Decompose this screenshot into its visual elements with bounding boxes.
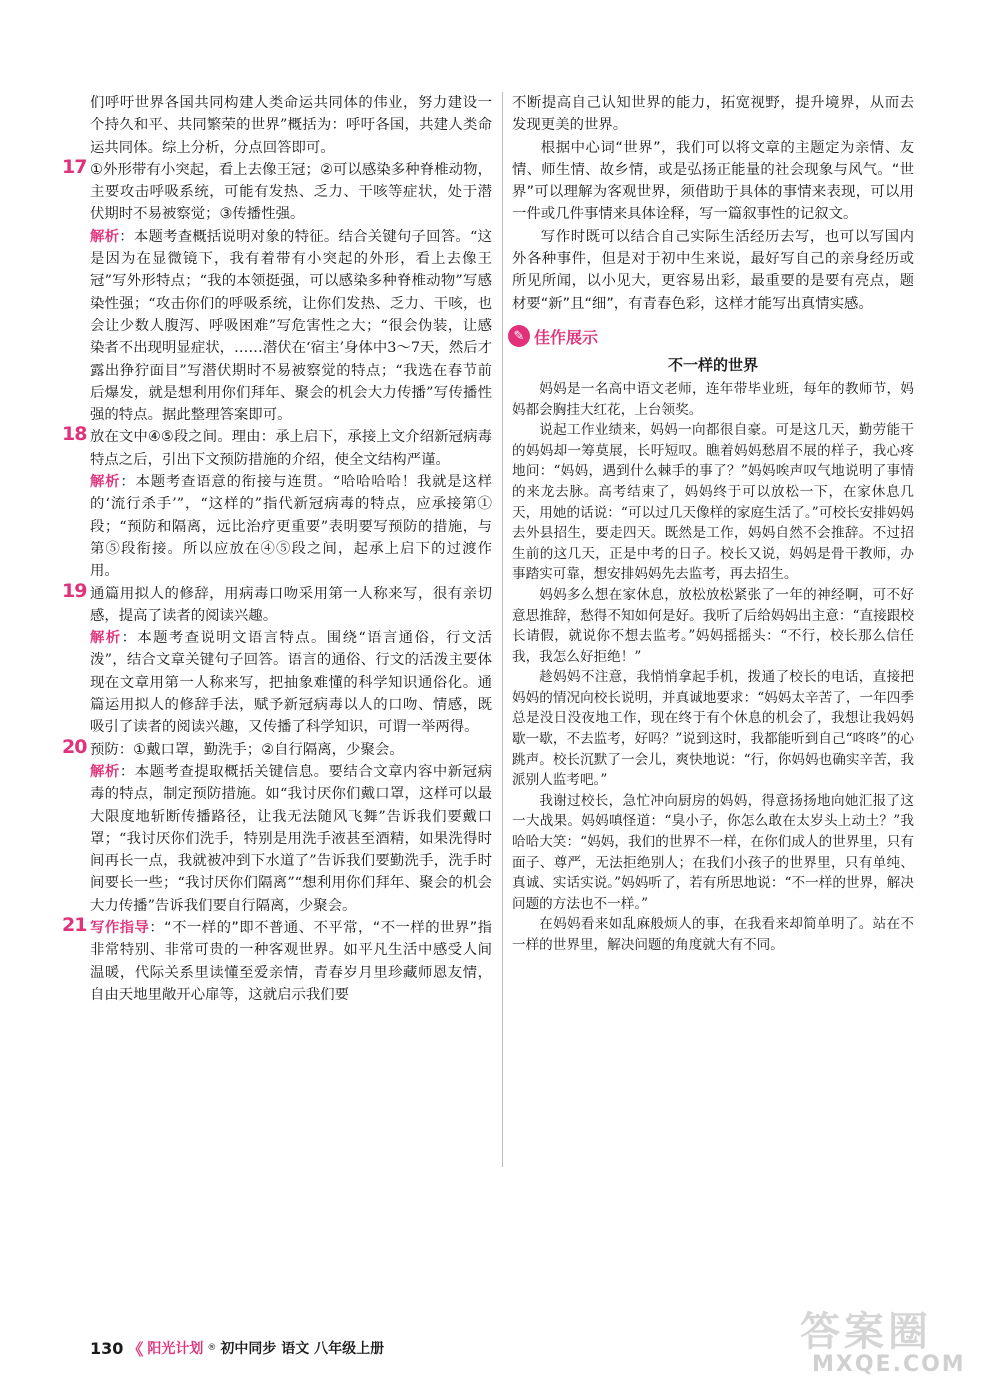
analysis-tag: 解析 — [90, 228, 120, 245]
question-number: 20 — [62, 735, 87, 758]
explanation-text: ：本题考查概括说明对象的特征。结合关键句子回答。“这是因为在显微镜下，我有着带有小突起的外形，看上去像王冠”写外形特点；“我的本领挺强，可以感染多种脊椎动物”写感染性强；“攻击你们的呼吸系统，让你们发热、乏力、干咳，也会让少数人腹泻、呼吸困难”写危害性之大；“很会伪装，让感染者不出现明显症状，……潜伏在‘宿主’身体中3～7天，然后才露出狰狞面目”写潜伏期时不易被察觉的特点；“我选在春节前后爆发，就是想利用你们拜年、聚会的机会大力传播”写传播性强的特点。据此整理答案即可。 — [90, 228, 492, 424]
essay-paragraph: 在妈妈看来如乱麻般烦人的事，在我看来却简单明了。站在不一样的世界里，解决问题的角度就大有不同。 — [512, 916, 914, 953]
book-series: 初中同步 语文 八年级上册 — [220, 1341, 385, 1357]
watermark-site: MXQE.COM — [812, 1352, 966, 1377]
question-17 — [62, 155, 492, 427]
page-number: 130 — [90, 1338, 124, 1358]
guide-paragraph-3: 写作时既可以结合自己实际生活经历去写，也可以写国内外各种事件，但是对于初中生来说，最好写自己的亲身经历或所见所闻，以小见大，更容易出彩，最重要的是要有亮点，题材要“新”且“细”，有青春色彩，这样才能写出真情实感。 — [512, 228, 914, 312]
intro-paragraph: 们呼吁世界各国共同构建人类命运共同体的伟业，努力建设一个持久和平、共同繁荣的世界”概括为：呼吁各国，共建人类命运共同体。综上分析，分点回答即可。 — [90, 95, 492, 156]
guide-continued: 不断提高自己认知世界的能力，拓宽视野，提升境界，从而去发现更美的世界。 — [512, 95, 914, 134]
essay-body — [512, 379, 914, 956]
question-number: 21 — [62, 913, 87, 936]
analysis-tag: 解析 — [90, 763, 120, 780]
column-divider — [502, 92, 503, 1167]
question-18 — [62, 423, 492, 582]
explanation-text: ：本题考查语意的衔接与连贯。“哈哈哈哈！我就是这样的‘流行杀手’”，“这样的”指代新冠病毒的特点，应承接第①段；“预防和隔离，远比治疗更重要”表明要写预防的措施，与第⑤段衔接。所以应放在④⑤段之间，起承上启下的过渡作用。 — [90, 474, 492, 580]
question-number: 17 — [62, 155, 87, 178]
right-column — [512, 92, 914, 956]
brand-name: 阳光计划 — [147, 1341, 204, 1357]
left-column — [62, 92, 492, 1006]
explanation-text: ：本题考查说明文语言特点。围绕“语言通俗，行文活泼”，结合文章关键句子回答。语言的通俗、行文的活泼主要体现在文章用第一人称来写，把抽象难懂的科学知识通俗化。通篇运用拟人的修辞手法，赋予新冠病毒以人的口吻、情感，既吸引了读者的阅读兴趣，又传播了科学知识，可谓一举两得。 — [90, 630, 492, 736]
section-heading — [508, 325, 914, 348]
answer-text: 通篇用拟人的修辞，用病毒口吻采用第一人称来写，很有亲切感，提高了读者的阅读兴趣。 — [90, 585, 492, 624]
essay-paragraph: 趁妈妈不注意，我悄悄拿起手机，拨通了校长的电话，直接把妈妈的情况向校长说明，并真诚地要求：“妈妈太辛苦了，一年四季总是没日没夜地工作，现在终于有个休息的机会了，我想让我妈妈歇一歇，不去监考，好吗？”说到这时，我都能听到自己“咚咚”的心跳声。校长沉默了一会儿，爽快地说：“行，你妈妈也确实辛苦，我派别人监考吧。” — [512, 669, 914, 789]
writing-guide — [90, 917, 492, 1006]
answer-text: 预防：①戴口罩，勤洗手；②自行隔离，少聚会。 — [90, 741, 404, 758]
pen-icon: ✎ — [508, 325, 530, 347]
guide-paragraph-2: 根据中心词“世界”，我们可以将文章的主题定为亲情、友情、师生情、故乡情，或是弘扬正能量的社会现象与风气。“世界”可以理解为客观世界，须借助于具体的事情来表现，可以用一件或几件事情来具体诠释，写一篇叙事性的记叙文。 — [512, 139, 914, 223]
essay-paragraph: 说起工作业绩来，妈妈一向都很自豪。可是这几天，勤劳能干的妈妈却一筹莫展，长吁短叹。瞧着妈妈愁眉不展的样子，我心疼地问：“妈妈，遇到什么棘手的事了？”妈妈唉声叹气地说明了事情的来龙去脉。高考结束了，妈妈终于可以放松一下，在家休息几天，用她的话说：“可以过几天像样的家庭生活了。”可校长安排妈妈去外县招生，要走四天。既然是工作，妈妈自然不会推辞。不过招生前的这几天，正是中考的日子。校长又说，妈妈是骨干教师，办事踏实可靠，想安排妈妈先去监考，再去招生。 — [512, 422, 914, 583]
question-20 — [62, 735, 492, 917]
answer-text: 放在文中④⑤段之间。理由：承上启下，承接上文介绍新冠病毒特点之后，引出下文预防措施的介绍，使全文结构严谨。 — [90, 429, 492, 468]
analysis-tag: 解析 — [90, 474, 121, 491]
explanation — [90, 761, 492, 917]
chevron-left-icon: 《 — [127, 1339, 144, 1359]
page-footer — [90, 1338, 384, 1358]
writing-guide-text: ：“不一样的”即不普通、不平常，“不一样的世界”指非常特别、非常可贵的一种客观世界。如平凡生活中感受人间温暖，代际关系里读懂至爱亲情，青春岁月里珍藏师恩友情，自由天地里敞开心扉等，这就启示我们要 — [90, 919, 492, 1003]
essay-paragraph: 妈妈是一名高中语文老师，连年带毕业班，每年的教师节，妈妈都会胸挂大红花，上台领奖。 — [512, 380, 914, 418]
registered-mark: ® — [207, 1343, 217, 1353]
watermark-seal: 答案圈 — [800, 1309, 932, 1355]
analysis-tag: 解析 — [90, 630, 122, 647]
watermark-logo — [800, 1300, 980, 1380]
question-19 — [62, 579, 492, 739]
question-21 — [62, 913, 492, 1006]
question-number: 18 — [62, 423, 87, 446]
explanation — [90, 226, 492, 427]
question-number: 19 — [62, 579, 87, 602]
section-title: 佳作展示 — [534, 327, 599, 347]
essay-paragraph: 妈妈多么想在家休息，放松放松紧张了一年的神经啊，可不好意思推辞，愁得不知如何是好。我听了后给妈妈出主意：“直接跟校长请假，就说你不想去监考。”妈妈摇摇头：“不行，校长那么信任我，我怎么好拒绝！” — [512, 586, 914, 665]
essay-paragraph: 我谢过校长，急忙冲向厨房的妈妈，得意扬扬地向她汇报了这一大战果。妈妈嗔怪道：“臭小子，你怎么敢在太岁头上动土？”我哈哈大笑：“妈妈，我们的世界不一样，在你们成人的世界里，只有面子、尊严，无法拒绝别人；在我们小孩子的世界里，只有单纯、真诚、实话实说。”妈妈听了，若有所思地说：“不一样的世界，解决问题的方法也不一样。” — [512, 792, 914, 912]
explanation-text: ：本题考查提取概括关键信息。要结合文章内容中新冠病毒的特点，制定预防措施。如“我讨厌你们戴口罩，这样可以最大限度地斩断传播路径，让我无法随风飞舞”告诉我们要戴口罩；“我讨厌你们洗手，特别是用洗手液甚至酒精，如果洗得时间再长一点，我就被冲到下水道了”告诉我们要勤洗手，洗手时间要长一些；“我讨厌你们隔离”“想利用你们拜年、聚会的机会大力传播”告诉我们要自行隔离，少聚会。 — [90, 763, 492, 914]
writing-guide-tag: 写作指导 — [90, 919, 150, 936]
explanation — [90, 627, 492, 738]
explanation — [90, 471, 492, 582]
essay-title: 不一样的世界 — [667, 355, 758, 374]
answer-text: ①外形带有小突起，看上去像王冠；②可以感染多种脊椎动物，主要攻击呼吸系统，可能有发热、乏力、干咳等症状，处于潜伏期时不易被察觉；③传播性强。 — [90, 161, 492, 223]
